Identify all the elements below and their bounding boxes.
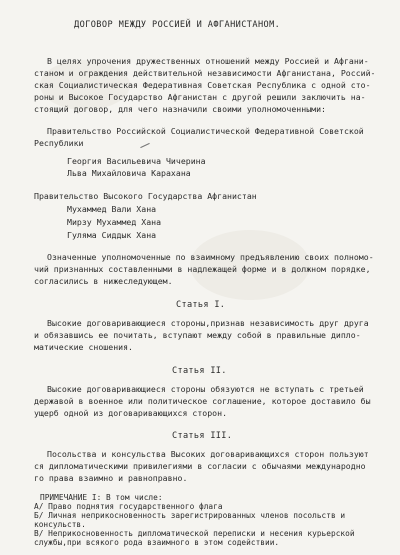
russian-delegate: Георгия Васильевича Чичерина — [67, 156, 206, 166]
article-2-line: ущерб одной из договаривающихся сторон. — [34, 408, 228, 418]
article-2-line: державой в военное или политическое соглашение, которое доставило бы — [34, 396, 371, 406]
article-1-line: Высокие договаривающиеся стороны,признав независимость друг друга — [47, 318, 369, 328]
document-title: ДОГОВОР МЕЖДУ РОССИЕЙ И АФГАНИСТАНОМ. — [74, 20, 281, 30]
preamble-line: ская Социалистическая Федеративная Советская Республика с одной сто- — [34, 80, 371, 90]
article-2-line: Высокие договаривающиеся стороны обязуются не вступать с третьей — [47, 384, 364, 394]
article-3-title: Статья III. — [172, 431, 233, 441]
note-item: службы,при всякого рода взаимного в этом содействии. — [34, 538, 280, 547]
pen-mark — [140, 143, 149, 148]
afghan-delegate: Мирзу Мухаммед Хана — [67, 217, 162, 227]
credentials-line: согласились в нижеследующем. — [34, 276, 173, 286]
article-1-line: матические сношения. — [34, 342, 133, 352]
article-2-title: Статья II. — [172, 366, 227, 376]
article-3-line: ся дипломатическими привилегиями в согласии с обычаями международно — [34, 461, 366, 471]
note-item: Б/ Личная неприкосновенность зарегистрированных членов посольств и — [34, 511, 346, 520]
note-item: А/ Право поднятия государственного флага — [34, 502, 223, 511]
note-title: ПРИМЕЧАНИЕ I: В том числе: — [40, 493, 163, 502]
afghan-delegate: Мухаммед Вали Хана — [67, 204, 157, 214]
russian-delegate: Льва Михайловича Карахана — [67, 168, 191, 178]
preamble-line: В целях упрочения дружественных отношений между Россией и Афгани- — [47, 56, 369, 66]
article-3-line: Посольства и консульства Высоких договаривающихся сторон пользуют — [47, 449, 369, 459]
gov-russia-line: Республики — [34, 138, 84, 148]
preamble-line: стоящий договор, для чего назначили своими уполномоченными: — [34, 104, 327, 114]
afghan-delegate: Гуляма Сиддык Хана — [67, 230, 157, 240]
article-1-line: и обязавшись ее почитать, вступают между собой в правильные дипло- — [34, 330, 361, 340]
credentials-line: чий признанных составленными в надлежащей форме и в должном порядке, — [34, 264, 371, 274]
gov-russia-line: Правительство Российской Социалистической Федеративной Советской — [47, 126, 364, 136]
credentials-line: Означенные уполномоченные по взаимному предъявлению своих полномо- — [47, 252, 374, 262]
article-1-title: Статья I. — [176, 300, 226, 310]
gov-afghanistan: Правительство Высокого Государства Афганистан — [34, 191, 257, 201]
preamble-line: станом и ограждения действительной независимости Афганистана, Россий- — [34, 68, 376, 78]
article-3-line: го права взаимно и равноправно. — [34, 473, 188, 483]
preamble-line: роны и Высокое Государство Афганистан с другой решили заключить на- — [34, 92, 366, 102]
note-item: консульств. — [34, 520, 86, 529]
note-item: В/ Неприкосновенность дипломатической переписки и несения курьерской — [34, 529, 355, 538]
